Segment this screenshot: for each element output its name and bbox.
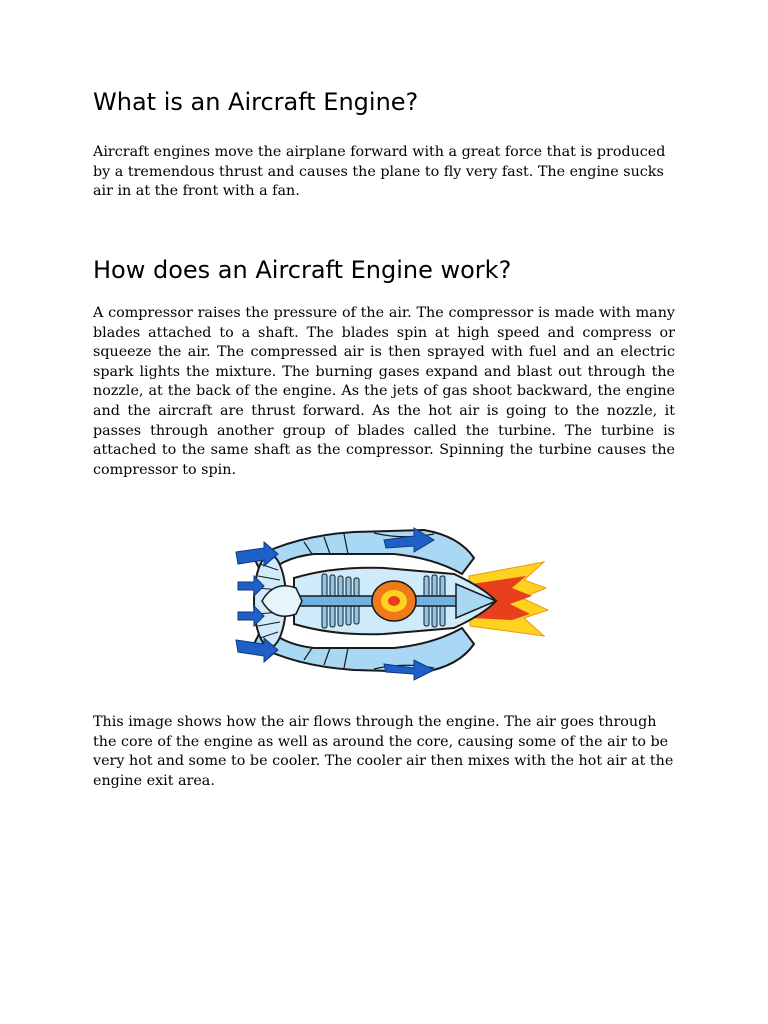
section-heading-what-is: What is an Aircraft Engine? xyxy=(93,88,419,116)
jet-engine-cutaway-icon xyxy=(234,518,550,684)
paragraph-how-it-works: A compressor raises the pressure of the air. The compressor is made with many blades attached to a shaft. The blades spin at high speed and compress or squeeze the air. The compressed air is then sprayed with fuel and an electric spark lights the mixture. The burning gases expand and blast out through the nozzle, at the back of the engine. As the jets of gas shoot backward, the engine and the aircraft are thrust forward. As the hot air is going to the nozzle, it passes through another group of blades called the turbine. The turbine is attached to the same shaft as the compressor. Spinning the turbine causes the compressor to spin. xyxy=(93,305,675,478)
paragraph-what-is: Aircraft engines move the airplane forward with a great force that is produced by a tremendous thrust and causes the plane to fly very fast. The engine sucks air in at the front with a fan. xyxy=(93,144,666,200)
section-heading-how-it-works: How does an Aircraft Engine work? xyxy=(93,256,512,284)
figure-caption-paragraph: This image shows how the air flows through the engine. The air goes through the core of the engine as well as around the core, causing some of the air to be very hot and some to be cooler. The cooler air then mixes with the hot air at the engine exit area. xyxy=(93,714,674,789)
